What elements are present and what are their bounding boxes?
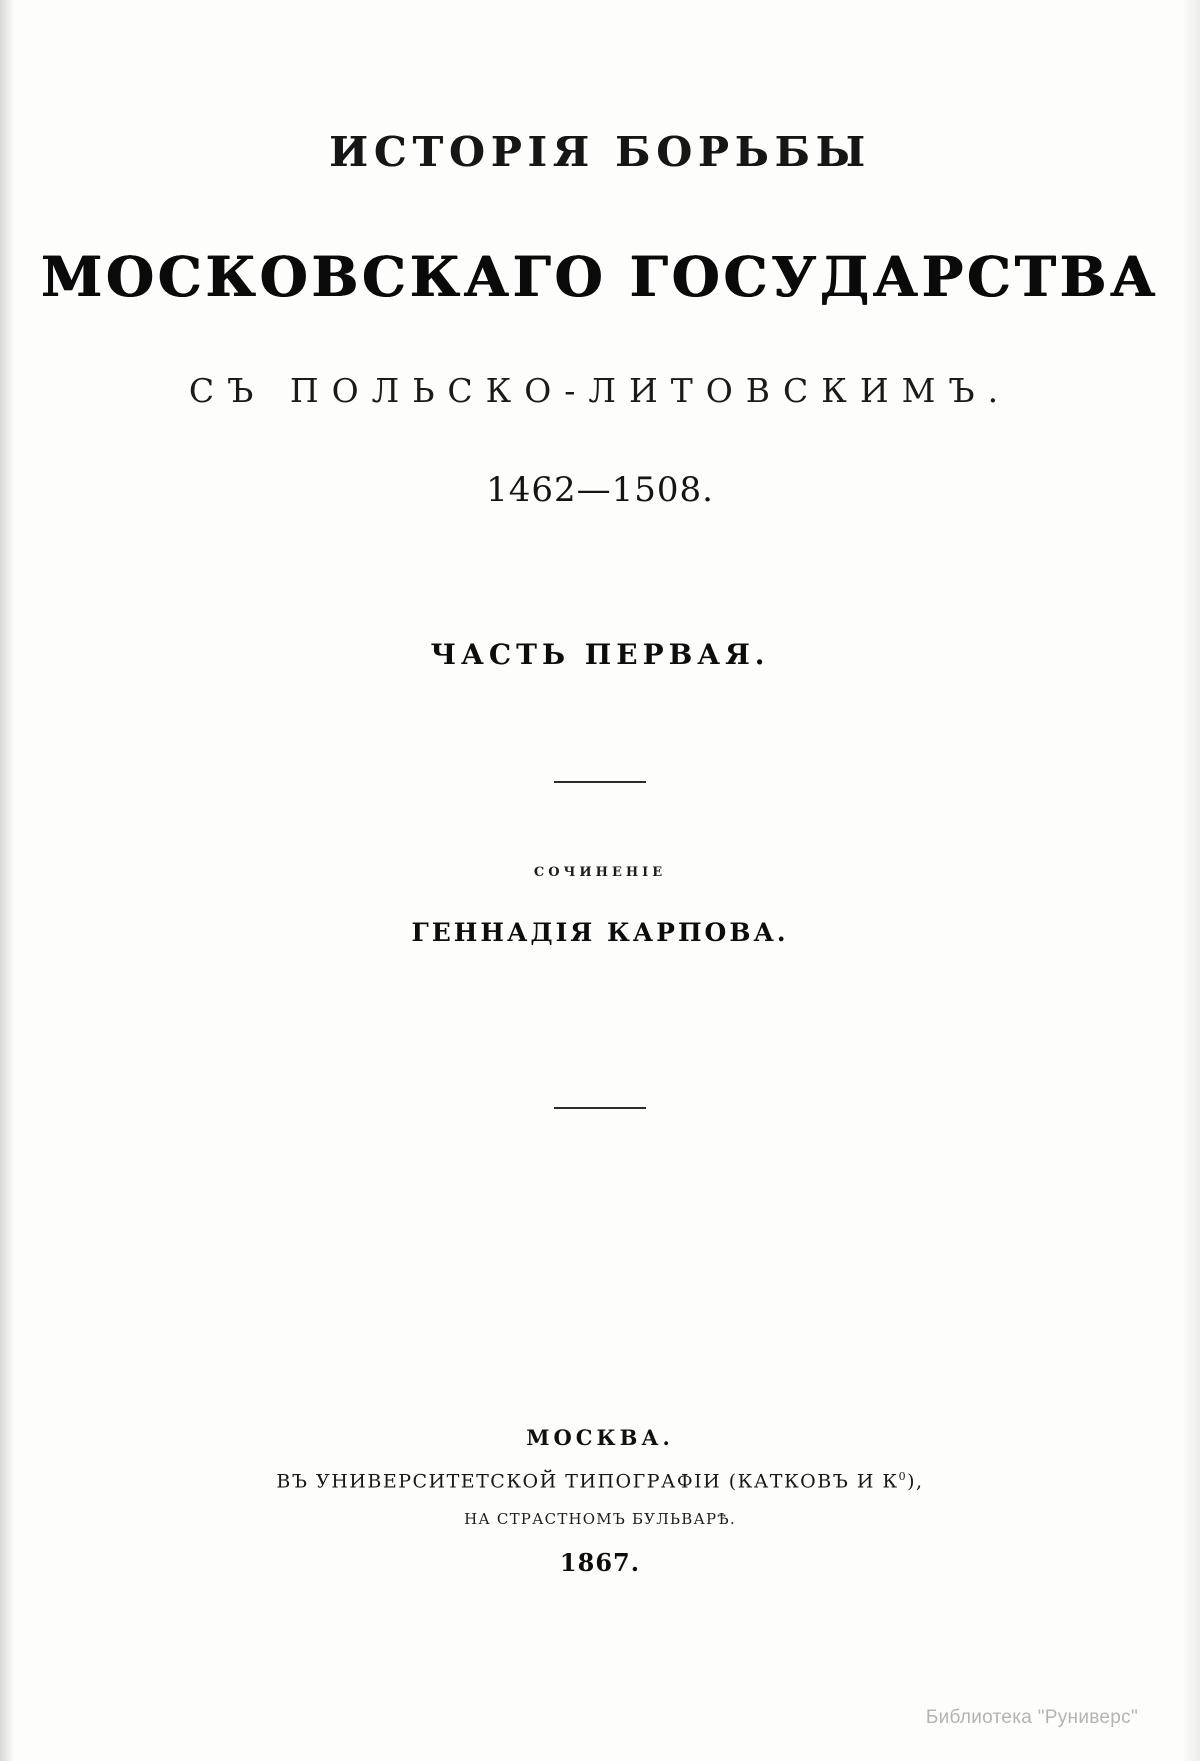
title-line-2: МОСКОВСКАГО ГОСУДАРСТВА [41,244,1159,309]
volume-part: ЧАСТЬ ПЕРВАЯ. [430,638,770,671]
library-watermark: Библиотека "Руниверс" [925,1707,1138,1728]
imprint-press-superscript: 0 [898,1470,908,1483]
imprint-year: 1867. [559,1548,641,1578]
title-line-1: ИСТОРІЯ БОРЬБЫ [329,128,871,176]
imprint-address: НА СТРАСТНОМЪ БУЛЬВАРѢ. [464,1510,736,1529]
imprint-city: МОСКВА. [526,1425,674,1450]
title-line-3: СЪ ПОЛЬСКО-ЛИТОВСКИМЪ. [188,371,1012,410]
imprint-press [0,1470,1200,1492]
byline-label: СОЧИНЕНІЕ [533,865,667,880]
author-name: ГЕННАДІЯ КАРПОВА. [411,918,789,947]
divider-rule-top [554,781,646,783]
date-range: 1462—1508. [486,470,714,510]
imprint-press-suffix: ), [907,1470,924,1493]
imprint-press-text: ВЪ УНИВЕРСИТЕТСКОЙ ТИПОГРАФІИ (КАТКОВЪ И К [276,1470,899,1493]
imprint-block [0,1425,1200,1577]
divider-rule-bottom [554,1107,646,1109]
